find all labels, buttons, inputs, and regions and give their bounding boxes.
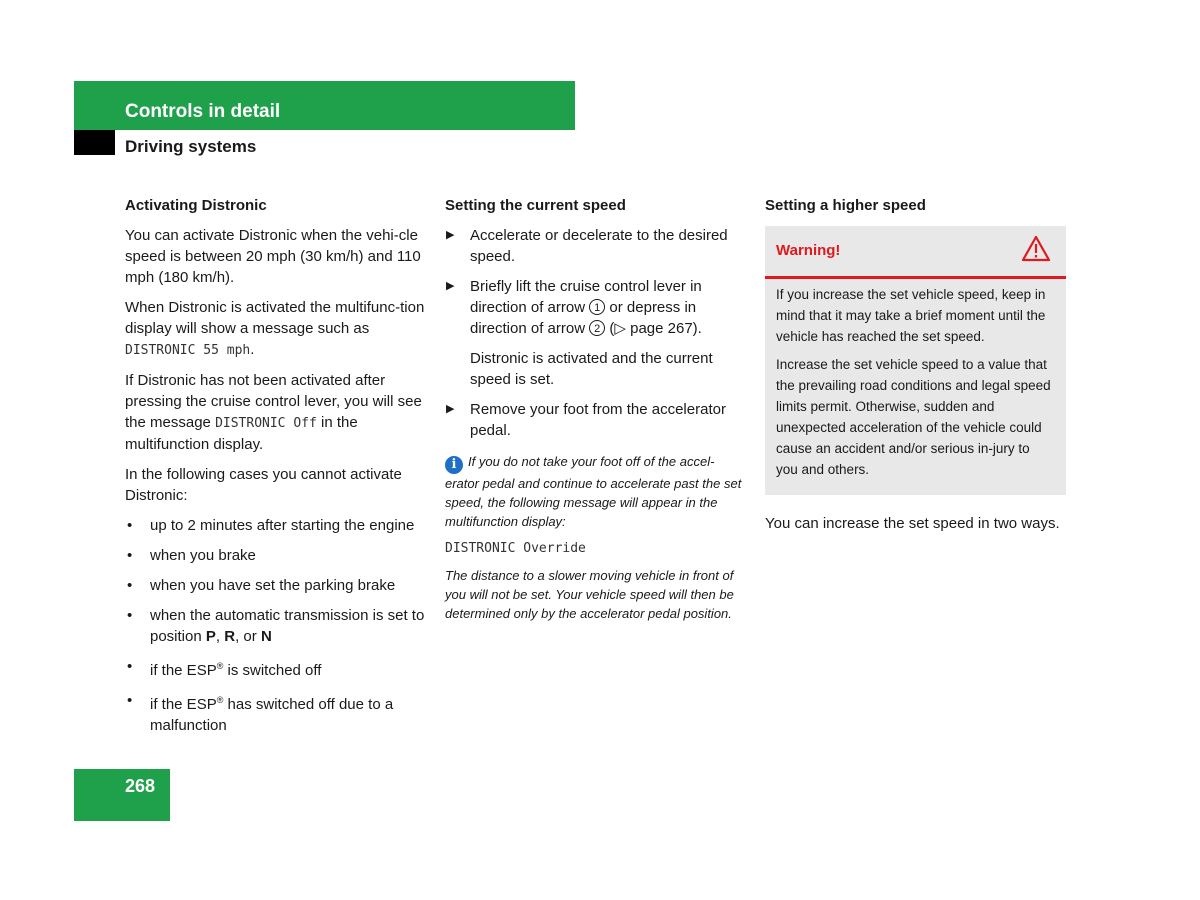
list-item: • when you brake: [127, 547, 256, 564]
step-item: [445, 399, 745, 441]
list-item: • when the automatic transmission is set to position P, R, or N: [127, 607, 425, 645]
section-subtitle: Driving systems: [125, 137, 257, 156]
paragraph-cases: In the following cases you cannot activate Distronic:: [125, 466, 402, 504]
list-item-text: when the automatic transmission is set to position: [150, 607, 425, 645]
page-reference: (▷ page 267).: [609, 320, 702, 337]
step-text: Accelerate or decelerate to the desired speed.: [470, 227, 728, 265]
page-number: 268: [125, 776, 156, 796]
page-number-band: [74, 769, 170, 821]
warning-paragraph: Increase the set vehicle speed to a value that the prevailing road conditions and legal speed limits permit. Otherwise, sudden and unexpected acceleration of the vehicle could cause an accident and/or serious in-jury to you and others.: [776, 357, 1051, 477]
paragraph-two-ways: You can increase the set speed in two ways.: [765, 515, 1060, 532]
registered-mark: ®: [216, 695, 224, 705]
paragraph-multifunction: When Distronic is activated the multifunc-tion display will show a message such as DISTRONIC 55 mph.: [125, 299, 425, 358]
arrow-1-icon: 1: [589, 299, 605, 315]
column-higher-speed: [765, 195, 1066, 543]
list-item-or: or: [243, 628, 257, 645]
warning-triangle-icon: [1021, 235, 1051, 269]
column-setting-current: [445, 195, 745, 630]
warning-paragraph: If you increase the set vehicle speed, keep in mind that it may take a brief moment until the vehicle has reached the set speed.: [776, 287, 1046, 344]
list-item-text: when you have set the parking brake: [150, 577, 396, 594]
heading-activating: Activating Distronic: [125, 197, 267, 214]
gear-n: N: [260, 628, 272, 645]
paragraph-speed-range: You can activate Distronic when the vehi-cle speed is between 20 mph (30 km/h) and 110 mph (180 km/h).: [125, 227, 421, 286]
arrow-2-icon: 2: [589, 320, 605, 336]
warning-title: Warning!: [776, 242, 841, 259]
paragraph-multifunction-text: When Distronic is activated the multifunc-tion display will show a message such as: [125, 299, 425, 337]
gear-r: R: [224, 628, 236, 645]
paragraph-not-activated: [125, 370, 425, 455]
list-item: • if the ESP® has switched off due to a malfunction: [127, 692, 394, 734]
step-text-b: or depress in direction of arrow: [470, 299, 697, 337]
cases-list: [125, 515, 425, 736]
step-result: Distronic is activated and the current speed is set.: [470, 350, 713, 388]
step-text: Remove your foot from the accelerator pedal.: [470, 401, 726, 439]
note-paragraph-2: The distance to a slower moving vehicle in front of you will not be set. Your vehicle speed will then be determined only by the accelerator pedal position.: [445, 568, 734, 621]
display-message-off: DISTRONIC Off: [215, 416, 317, 431]
list-item-text: up to 2 minutes after starting the engine: [150, 517, 415, 534]
note-paragraph: [445, 452, 745, 531]
paragraph-not-activated-text: If Distronic has not been activated after pressing the cruise control lever, you will see the message: [125, 372, 422, 431]
triangle-bullet-icon: ▶: [446, 229, 455, 241]
display-message-55mph: DISTRONIC 55 mph: [125, 343, 251, 358]
triangle-bullet-icon: ▶: [446, 403, 455, 415]
warning-header: [765, 226, 1066, 279]
list-item-text: if the ESP: [150, 696, 217, 713]
gear-p: P: [205, 628, 216, 645]
step-item: [445, 225, 745, 267]
step-text: Briefly lift the cruise control lever in direction of arrow: [470, 278, 702, 316]
triangle-bullet-icon: ▶: [446, 280, 455, 292]
column-activating: [125, 195, 425, 745]
header-marker: [74, 130, 115, 155]
list-item-text: when you brake: [150, 547, 256, 564]
warning-box: [765, 226, 1066, 495]
note-text: If you do not take your foot off of the accel-erator pedal and continue to accelerate past the set speed, the following message will appear in the multifunction display:: [445, 454, 742, 529]
steps-list-2: [445, 399, 745, 441]
registered-mark: ®: [216, 661, 224, 671]
paragraph-not-activated-tail: in the multifunction display.: [125, 414, 358, 453]
list-item-tail: has switched off due to a malfunction: [150, 696, 394, 734]
list-item: • when you have set the parking brake: [127, 577, 396, 594]
heading-higher-speed: Setting a higher speed: [765, 197, 926, 214]
section-title: Controls in detail: [125, 101, 281, 122]
display-message-override: DISTRONIC Override: [445, 541, 586, 556]
step-item: [445, 276, 745, 339]
list-item-text: if the ESP: [150, 662, 217, 679]
list-item: • up to 2 minutes after starting the engine: [127, 517, 415, 534]
info-icon: i: [445, 456, 463, 474]
list-item: • if the ESP® is switched off: [127, 658, 322, 679]
list-item-tail: is switched off: [227, 662, 322, 679]
steps-list: [445, 225, 745, 339]
warning-body: [765, 279, 1066, 495]
heading-setting-current: Setting the current speed: [445, 197, 626, 214]
